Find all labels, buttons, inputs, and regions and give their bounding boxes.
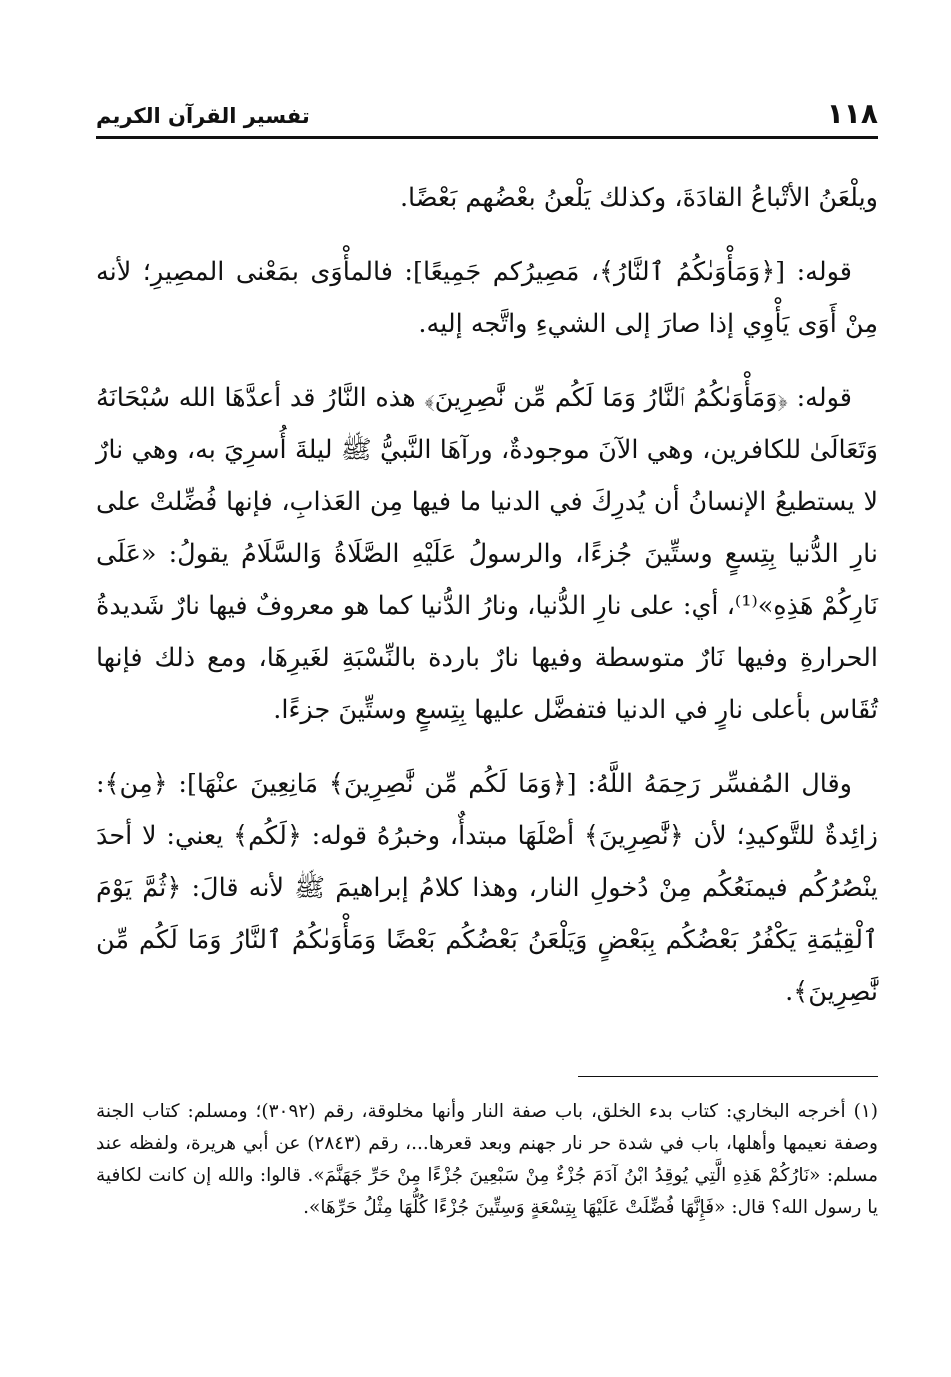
footnote-divider (578, 1076, 878, 1077)
paragraph: قوله: [﴿وَمَأْوَىٰكُمُ ٱلنَّارُ﴾، مَصِيرُكم جَمِيعًا]: فالمأْوَى بمَعْنى المصِيرِ؛ لأنه مِنْ أَوَى يَأْوِي إذا صارَ إلى الشيءِ واتَّجه إليه. (96, 257, 878, 339)
running-title: تفسير القرآن الكريم (96, 104, 310, 128)
paragraph: ويلْعَنُ الأتْباعُ القادَةَ، وكذلك يَلْعنُ بعْضُهم بَعْضًا. (399, 183, 878, 213)
page-number: ١١٨ (826, 97, 878, 130)
main-text (96, 172, 878, 1040)
paragraph: قوله: ﴿وَمَأْوَىٰكُمُ ٱلنَّارُ وَمَا لَكُم مِّن نَّٰصِرِينَ﴾ هذه النَّارُ قد أعدَّهَا الله سُبْحَانَهُ وَتَعَالَىٰ للكافرين، وهي الآنَ موجودةٌ، ورآهَا النَّبيُّ ﷺ ليلةَ أُسرِيَ به، وهي نارٌ لا يستطيعُ الإنسانُ أن يُدرِكَ في الدنيا ما فيها مِن العَذابِ، فإنها فُضِّلتْ على نارِ الدُّنيا بِتِسعٍ وستِّينَ جُزءًا، والرسولُ عَلَيْهِ الصَّلَاةُ وَالسَّلَامُ يقولُ: «عَلَى نَارِكُمْ هَذِهِ»⁽¹⁾، أي: على نارِ الدُّنيا، ونارُ الدُّنيا كما هو معروفٌ فيها نارٌ شَديدةُ الحرارةِ وفيها نَارٌ متوسطة وفيها نارٌ باردة بالنِّسْبَةِ لغَيرِهَا، ومع ذلك فإنها تُقَاس بأعلى نارٍ في الدنيا فتفضَّل عليها بِتِسعٍ وستِّينَ جزءًا. (96, 383, 878, 725)
book-page (96, 0, 878, 1377)
footnotes (96, 1096, 878, 1224)
page-header (96, 96, 878, 139)
paragraph: وقال المُفسِّر رَحِمَهُ اللَّهُ: [﴿وَمَا لَكُم مِّن نَّٰصِرِينَ﴾ مَانِعِينَ عنْهَا]: ﴿مِن﴾: زائِدةٌ للتَّوكيدِ؛ لأن ﴿نَّٰصِرِينَ﴾ أصْلَهَا مبتدأٌ، وخبرُهُ قوله: ﴿لَكُم﴾ يعني: لا أحدَ ينْصُرُكُم فيمنَعُكُم مِنْ دُخولِ النار، وهذا كلامُ إبراهيمَ ﷺ لأنه قالَ: ﴿ثُمَّ يَوْمَ ٱلْقِيَٰمَةِ يَكْفُرُ بَعْضُكُم بِبَعْضٍ وَيَلْعَنُ بَعْضُكُم بَعْضًا وَمَأْوَىٰكُمُ ٱلنَّارُ وَمَا لَكُم مِّن نَّٰصِرِينَ﴾. (96, 769, 878, 1007)
footnote-1: (١) أخرجه البخاري: كتاب بدء الخلق، باب صفة النار وأنها مخلوقة، رقم (٣٠٩٢)؛ ومسلم: كتاب الجنة وصفة نعيمها وأهلها، باب في شدة حر نار جهنم وبعد قعرها...، رقم (٢٨٤٣) عن أبي هريرة، ولفظه عند مسلم: «نَارُكُمْ هَذِهِ الَّتِي يُوقِدُ ابْنُ آدَمَ جُزْءٌ مِنْ سَبْعِينَ جُزْءًا مِنْ حَرِّ جَهَنَّمَ». قالوا: والله إن كانت لكافية يا رسول الله؟ قال: «فَإِنَّهَا فُضِّلَتْ عَلَيْهَا بِتِسْعَةٍ وَسِتِّينَ جُزْءًا كُلُّهَا مِثْلُ حَرِّهَا». (96, 1101, 879, 1218)
